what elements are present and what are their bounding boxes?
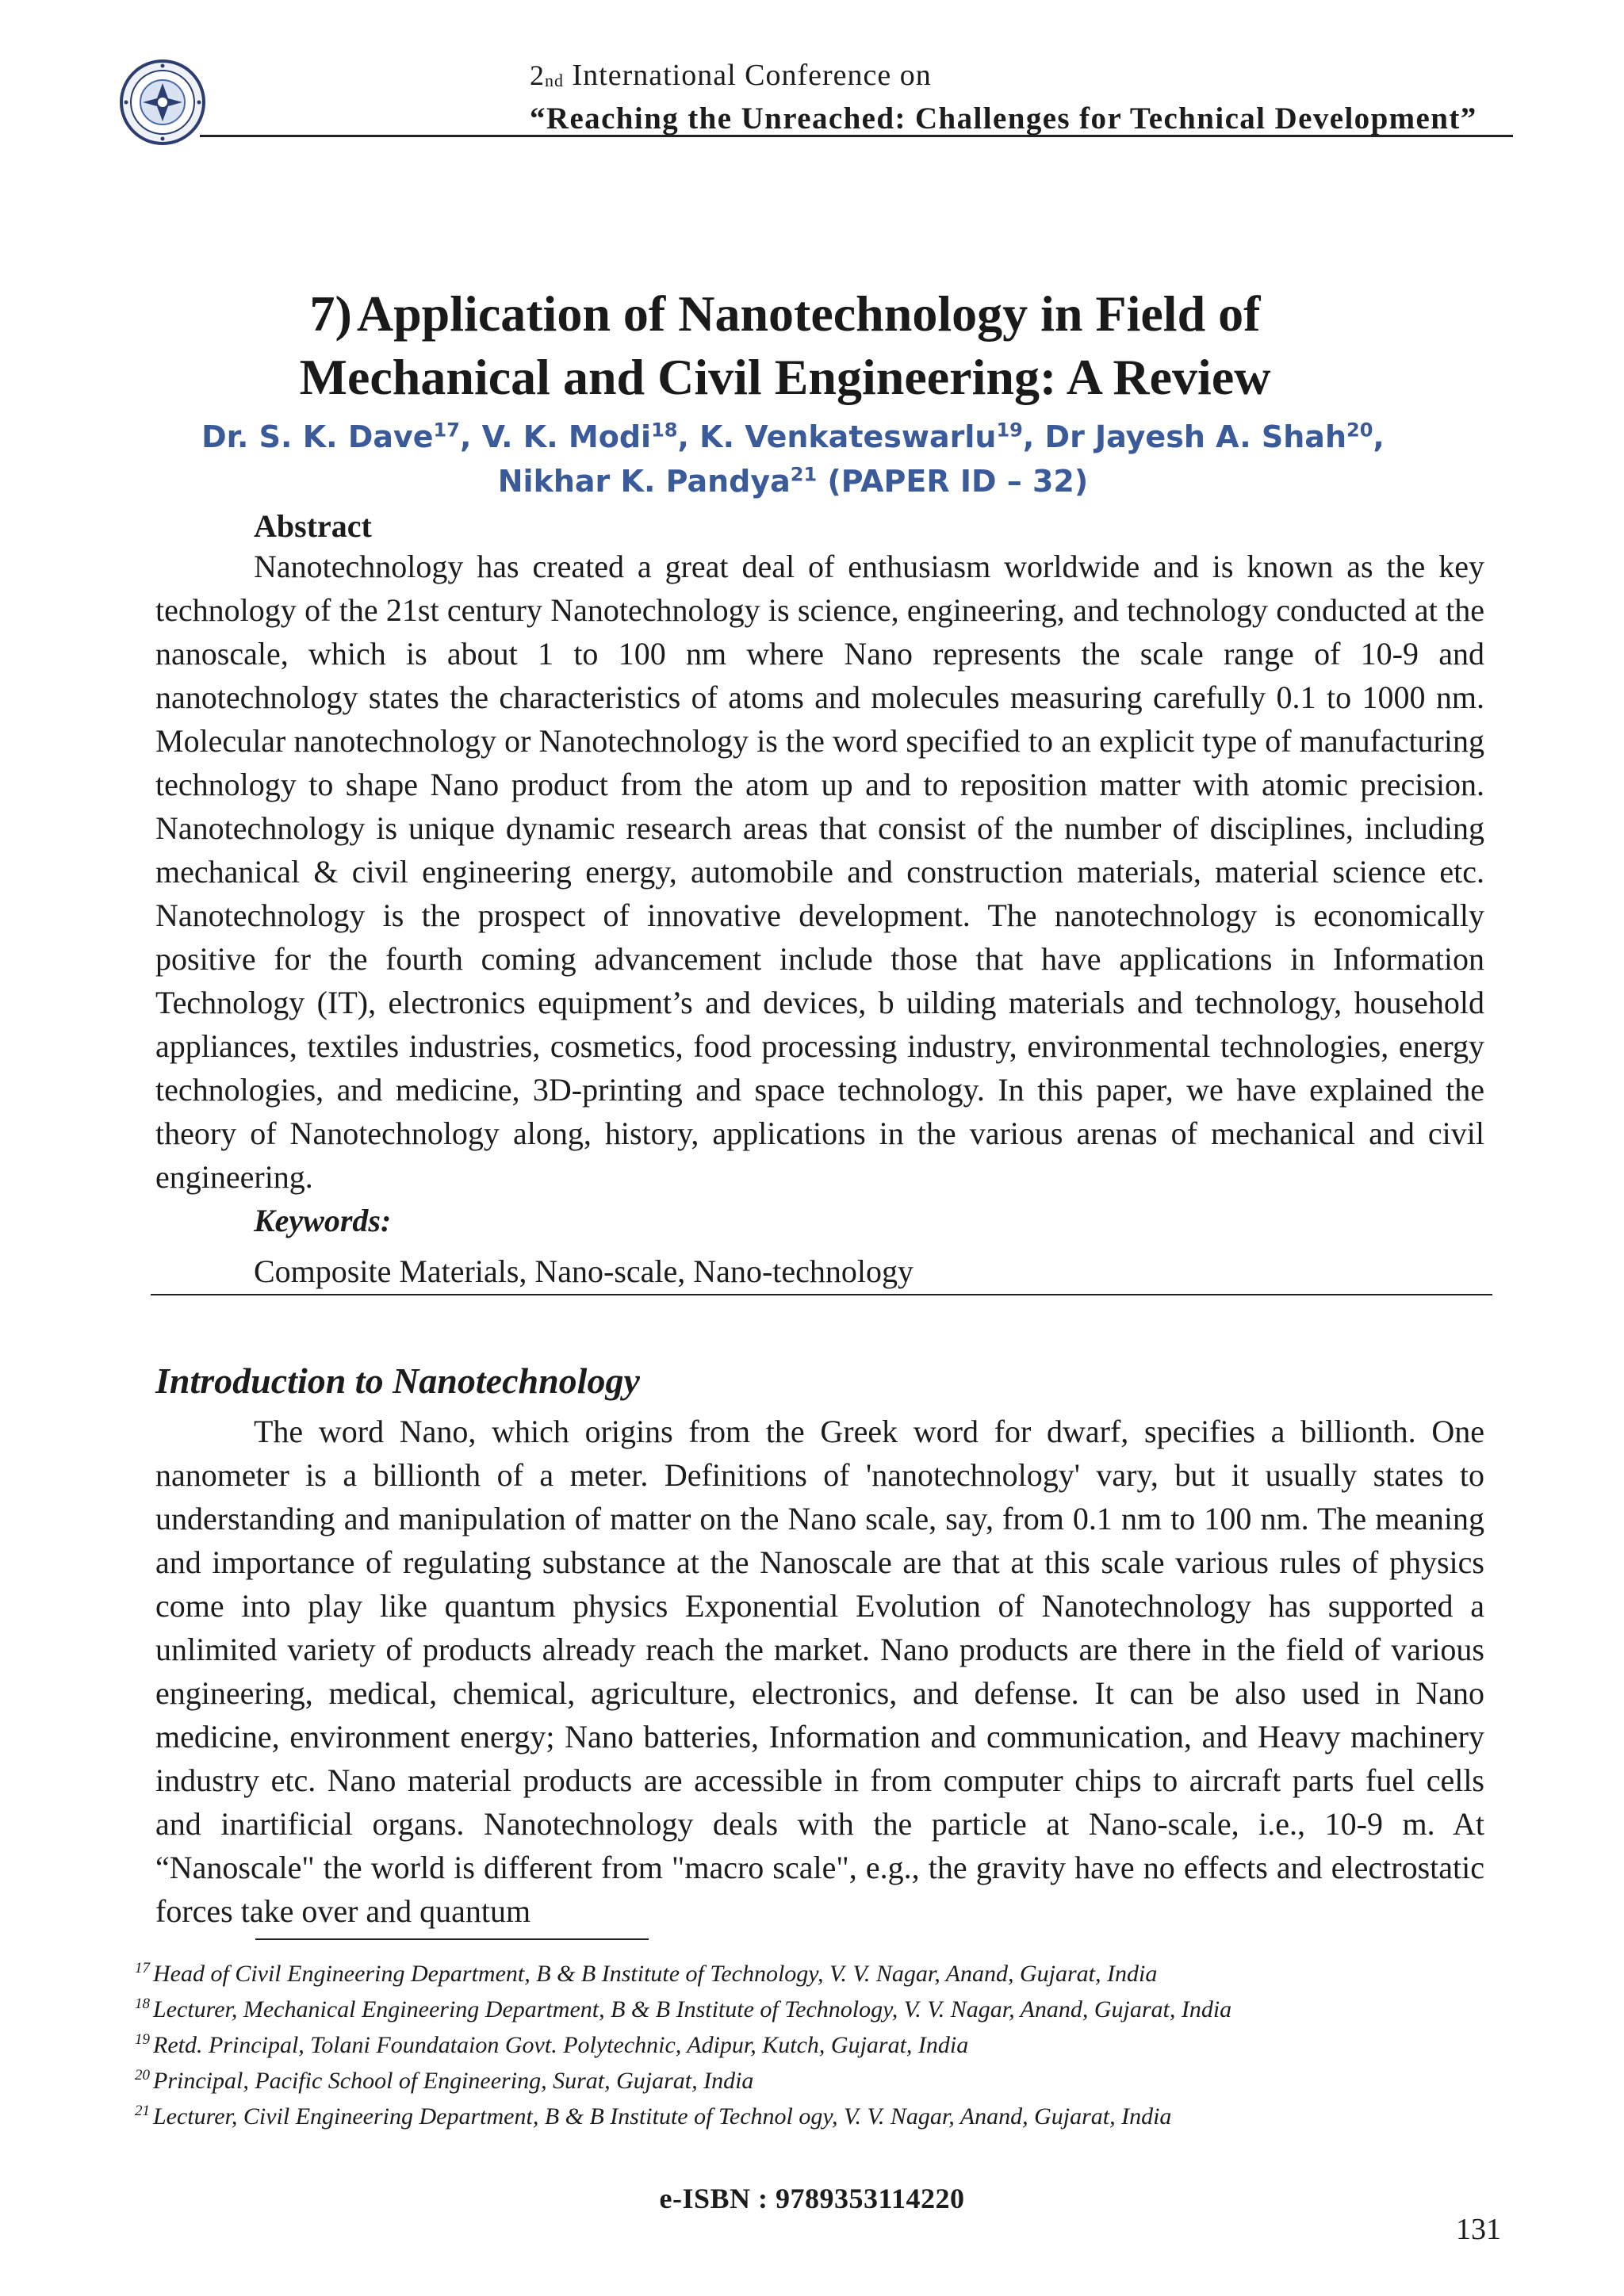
introduction-section [155,1410,1484,1933]
footnotes [135,1954,1530,2132]
author-name: Dr. S. K. Dave [201,419,434,454]
paper-title [151,282,1419,409]
keywords-heading: Keywords: [254,1203,392,1238]
conference-ordinal-number: 2 [530,59,545,91]
footnote-ref: 19 [135,2031,150,2048]
footnote-ref: 18 [135,1996,150,2012]
author-name: Nikhar K. Pandya [497,464,791,499]
isbn: e-ISBN : 9789353114220 [659,2183,965,2214]
conference-name [530,55,1513,101]
abstract-divider [151,1294,1492,1295]
footnote-item [135,2025,1530,2061]
footnote-text: Lecturer, Mechanical Engineering Department, B & B Institute of Technology, V. V. Nagar, Anand, Gujarat, India [153,1996,1232,2022]
footnote-item [135,2096,1530,2132]
author-name: Dr Jayesh A. Shah [1044,419,1346,454]
footnote-ref: 21 [135,2103,150,2119]
author-ref: 17 [433,419,460,442]
paper-number: 7) [309,285,352,342]
author-ref: 18 [651,419,678,442]
footnote-item [135,1954,1530,1989]
abstract-section [155,507,1484,1293]
author-name: V. K. Modi [481,419,652,454]
paper-title-line1: Application of Nanotechnology in Field of [356,285,1261,342]
abstract-text: Nanotechnology has created a great deal of enthusiasm worldwide and is known as the key technology of the 21st century Nanotechnology is science, engineering, and technology conducted at the nanoscale, which is about 1 to 100 nm where Nano represents the scale range of 10-9 and nanotechnology states the characteristics of atoms and molecules measuring carefully 0.1 to 1000 nm. Molecular nanotechnology or Nanotechnology is the word specified to an explicit type of manufacturing technology to shape Nano product from the atom up and to reposition matter with atomic precision. Nanotechnology is unique dynamic research areas that consist of the number of disciplines, including mechanical & civil engineering energy, automobile and construction materials, material science etc. Nanotechnology is the prospect of innovative development. The nanotechnology is economically positive for the fourth coming advancement include those that have applications in Information Technology (IT), electronics equipment’s and devices, b uilding materials and technology, household appliances, textiles industries, cosmetics, food processing industry, environmental technologies, energy technologies, and medicine, 3D-printing and space technology. In this paper, we have explained the theory of Nanotechnology along, history, applications in the various arenas of mechanical and civil engineering. [155,549,1484,1195]
paper-id: (PAPER ID – 32) [827,464,1089,499]
keywords-text: Composite Materials, Nano-scale, Nano-technology [254,1253,914,1289]
page-number: 131 [1456,2213,1501,2246]
paper-title-line2: Mechanical and Civil Engineering: A Review [299,349,1271,405]
footnote-ref: 20 [135,2067,150,2084]
author-ref: 21 [790,463,818,486]
author-name: K. Venkateswarlu [699,419,997,454]
footnote-text: Lecturer, Civil Engineering Department, B & B Institute of Technol ogy, V. V. Nagar, Anand, Gujarat, India [153,2103,1172,2130]
introduction-text: The word Nano, which origins from the Greek word for dwarf, specifies a billionth. One nanometer is a billionth of a meter. Definitions of 'nanotechnology' vary, but it usually states to understanding and manipulation of matter on the Nano scale, say, from 0.1 nm to 100 nm. The meaning and importance of regulating substance at the Nanoscale are that at this scale various rules of physics come into play like quantum physics Exponential Evolution of Nanotechnology has supported a unlimited variety of products already reach the market. Nano products are there in the field of various engineering, medical, chemical, agriculture, electronics, and defense. It can be also used in Nano medicine, environment energy; Nano batteries, Information and communication, and Heavy machinery industry etc. Nano material products are accessible in from computer chips to aircraft parts fuel cells and inartificial organs. Nanotechnology deals with the particle at Nano-scale, i.e., 10-9 m. At “Nanoscale" the world is different from "macro scale", e.g., the gravity have no effects and electrostatic forces take over and quantum [155,1414,1484,1929]
conference-seal-icon [119,59,206,146]
footnote-separator [255,1938,649,1940]
footnote-item [135,2061,1530,2096]
footnote-text: Head of Civil Engineering Department, B & B Institute of Technology, V. V. Nagar, Anand, Gujarat, India [153,1961,1158,1987]
header-divider [200,135,1513,137]
author-ref: 19 [996,419,1023,442]
footnote-ref: 17 [135,1960,150,1976]
abstract-heading: Abstract [254,508,372,544]
running-header [530,55,1513,137]
footnote-item [135,1989,1530,2025]
conference-ordinal-suffix: nd [545,71,564,90]
author-list: Dr. S. K. Dave$^{17}$, V. K. Modi$^{18}$, K. Venkateswarlu$^{19}$, Dr Jayesh A. Shah$^{20}$, Nikhar K. Pandya$^{21}$ (PAPER ID – 32) [201,419,1385,499]
section-heading: Introduction to Nanotechnology [155,1360,640,1401]
footnote-text: Principal, Pacific School of Engineering, Surat, Gujarat, India [153,2068,754,2094]
conference-theme: “Reaching the Unreached: Challenges for Technical Development” [530,101,1477,136]
author-ref: 20 [1346,419,1373,442]
conference-name-text: International Conference on [572,59,932,92]
footnote-text: Retd. Principal, Tolani Foundataion Govt. Polytechnic, Adipur, Kutch, Gujarat, India [153,2032,969,2058]
